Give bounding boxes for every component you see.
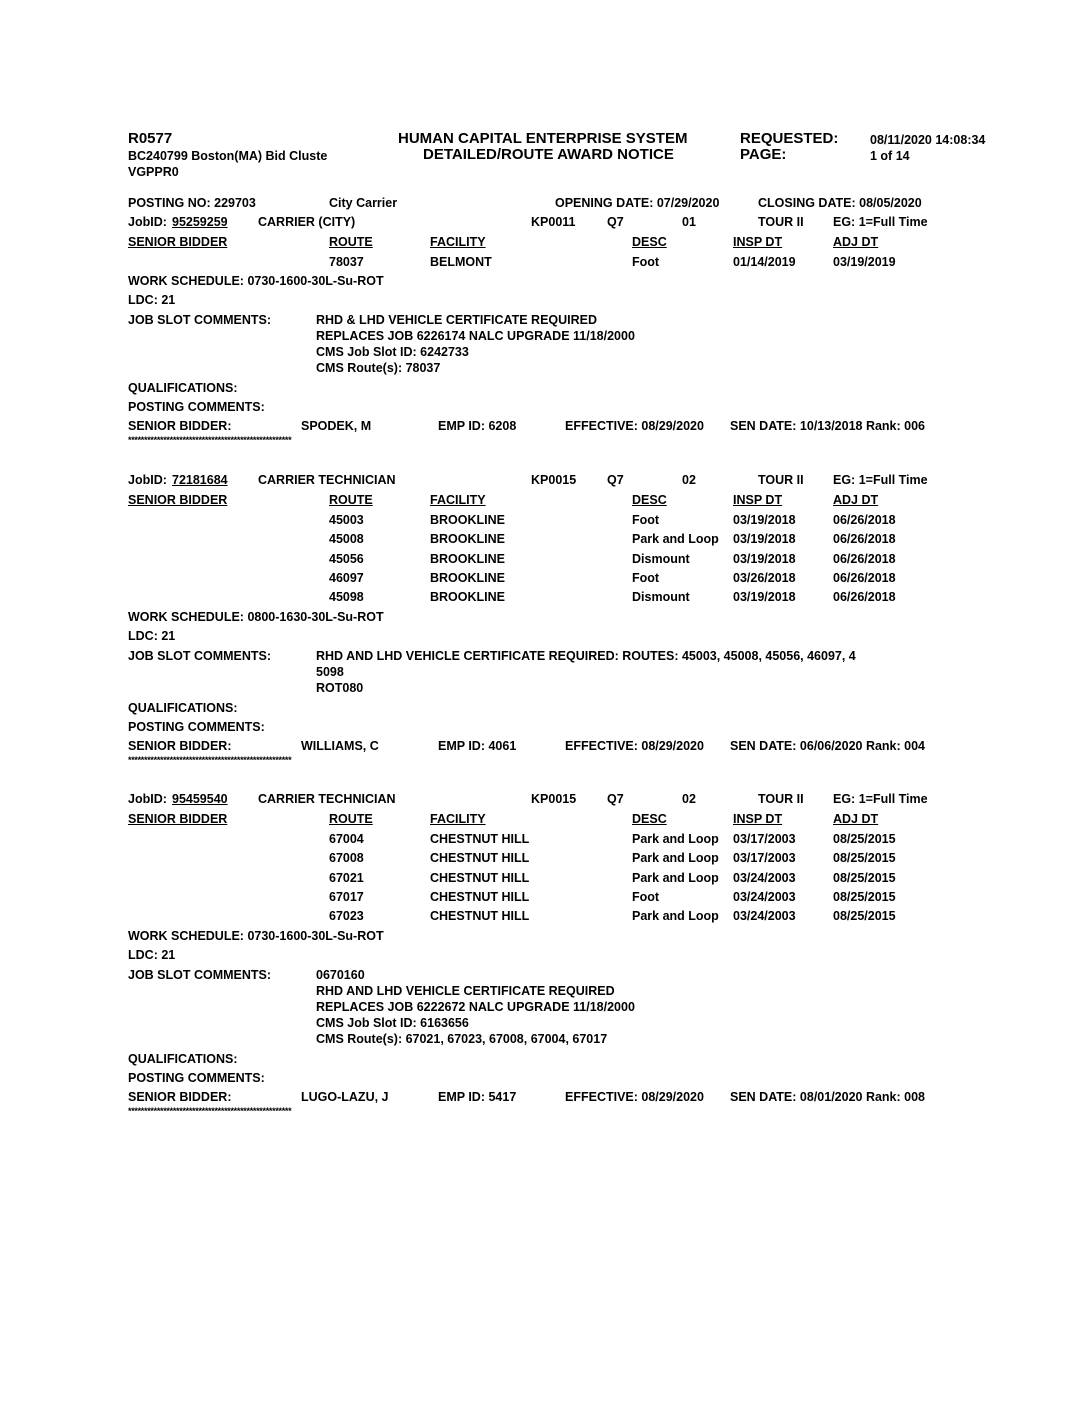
insp-col-header: INSP DT xyxy=(733,235,783,249)
route-desc: Park and Loop xyxy=(632,851,719,865)
adj-col-header: ADJ DT xyxy=(833,493,879,507)
route-desc: Foot xyxy=(632,890,660,904)
route-facility: CHESTNUT HILL xyxy=(430,909,530,923)
route-insp-date: 03/26/2018 xyxy=(733,571,796,585)
desc-col-header: DESC xyxy=(632,812,667,826)
route-desc: Park and Loop xyxy=(632,832,719,846)
route-facility: CHESTNUT HILL xyxy=(430,832,530,846)
route-number: 45003 xyxy=(329,513,364,527)
employee-id: EMP ID: 5417 xyxy=(438,1090,517,1104)
adj-col-header: ADJ DT xyxy=(833,235,879,249)
route-insp-date: 03/24/2003 xyxy=(733,871,796,885)
qualifications-label: QUALIFICATIONS: xyxy=(128,381,238,395)
job-slot-comment: CMS Route(s): 67021, 67023, 67008, 67004, 67017 xyxy=(316,1032,608,1046)
route-facility: BROOKLINE xyxy=(430,532,505,546)
route-insp-date: 03/17/2003 xyxy=(733,851,796,865)
separator-line: *************************************************** xyxy=(128,435,292,445)
route-desc: Park and Loop xyxy=(632,909,719,923)
job-tour: TOUR II xyxy=(758,792,804,806)
posting-craft: City Carrier xyxy=(329,196,398,210)
job-q: Q7 xyxy=(607,792,624,806)
effective-date: EFFECTIVE: 08/29/2020 xyxy=(565,739,704,753)
job-tour: TOUR II xyxy=(758,473,804,487)
job-slot-comment: 5098 xyxy=(316,665,344,679)
route-facility: CHESTNUT HILL xyxy=(430,871,530,885)
work-schedule: WORK SCHEDULE: 0730-1600-30L-Su-ROT xyxy=(128,929,384,943)
job-id: 95459540 xyxy=(172,792,228,806)
route-adj-date: 06/26/2018 xyxy=(833,552,896,566)
route-number: 67021 xyxy=(329,871,364,885)
job-slot-comment: RHD AND LHD VEHICLE CERTIFICATE REQUIRED: ROUTES: 45003, 45008, 45056, 46097, 4 xyxy=(316,649,856,663)
route-adj-date: 06/26/2018 xyxy=(833,513,896,527)
effective-date: EFFECTIVE: 08/29/2020 xyxy=(565,1090,704,1104)
requested-value: 08/11/2020 14:08:34 xyxy=(870,133,986,147)
facility-col-header: FACILITY xyxy=(430,493,486,507)
route-facility: BROOKLINE xyxy=(430,590,505,604)
job-slot-comments-label: JOB SLOT COMMENTS: xyxy=(128,649,272,663)
job-slot-comment: CMS Job Slot ID: 6242733 xyxy=(316,345,469,359)
route-col-header: ROUTE xyxy=(329,493,373,507)
senior-bidder-col-header: SENIOR BIDDER xyxy=(128,493,228,507)
route-col-header: ROUTE xyxy=(329,812,373,826)
job-kp: KP0015 xyxy=(531,473,577,487)
route-adj-date: 06/26/2018 xyxy=(833,590,896,604)
job-kp: KP0015 xyxy=(531,792,577,806)
facility-col-header: FACILITY xyxy=(430,235,486,249)
job-eg: EG: 1=Full Time xyxy=(833,792,928,806)
adj-col-header: ADJ DT xyxy=(833,812,879,826)
route-facility: CHESTNUT HILL xyxy=(430,851,530,865)
route-insp-date: 03/17/2003 xyxy=(733,832,796,846)
effective-date: EFFECTIVE: 08/29/2020 xyxy=(565,419,704,433)
job-slot-comment: 0670160 xyxy=(316,968,365,982)
desc-col-header: DESC xyxy=(632,493,667,507)
separator-line: *************************************************** xyxy=(128,755,292,765)
senior-bidder-name: SPODEK, M xyxy=(301,419,372,433)
senior-bidder-name: WILLIAMS, C xyxy=(301,739,379,753)
employee-id: EMP ID: 6208 xyxy=(438,419,517,433)
report-title: HUMAN CAPITAL ENTERPRISE SYSTEM xyxy=(398,130,688,147)
insp-col-header: INSP DT xyxy=(733,812,783,826)
job-slot-comment: REPLACES JOB 6226174 NALC UPGRADE 11/18/2000 xyxy=(316,329,635,343)
route-number: 45056 xyxy=(329,552,364,566)
job-slot-comment: RHD AND LHD VEHICLE CERTIFICATE REQUIRED xyxy=(316,984,615,998)
route-facility: BROOKLINE xyxy=(430,513,505,527)
route-facility: BROOKLINE xyxy=(430,552,505,566)
route-facility: BELMONT xyxy=(430,255,492,269)
job-kp: KP0011 xyxy=(531,215,576,229)
page-value: 1 of 14 xyxy=(870,149,910,163)
route-number: 67008 xyxy=(329,851,364,865)
route-insp-date: 03/24/2003 xyxy=(733,890,796,904)
job-level: 02 xyxy=(682,792,696,806)
route-desc: Foot xyxy=(632,513,660,527)
desc-col-header: DESC xyxy=(632,235,667,249)
route-insp-date: 03/19/2018 xyxy=(733,552,796,566)
report-subtitle: DETAILED/ROUTE AWARD NOTICE xyxy=(423,146,674,163)
route-facility: BROOKLINE xyxy=(430,571,505,585)
employee-id: EMP ID: 4061 xyxy=(438,739,517,753)
job-title: CARRIER TECHNICIAN xyxy=(258,473,396,487)
job-id-label: JobID: xyxy=(128,215,167,229)
route-desc: Foot xyxy=(632,255,660,269)
route-adj-date: 08/25/2015 xyxy=(833,832,896,846)
job-eg: EG: 1=Full Time xyxy=(833,473,928,487)
posting-comments-label: POSTING COMMENTS: xyxy=(128,1071,265,1085)
posting-comments-label: POSTING COMMENTS: xyxy=(128,720,265,734)
work-schedule: WORK SCHEDULE: 0730-1600-30L-Su-ROT xyxy=(128,274,384,288)
ldc: LDC: 21 xyxy=(128,629,176,643)
facility-col-header: FACILITY xyxy=(430,812,486,826)
job-q: Q7 xyxy=(607,473,624,487)
job-eg: EG: 1=Full Time xyxy=(833,215,928,229)
job-id: 72181684 xyxy=(172,473,228,487)
job-slot-comments-label: JOB SLOT COMMENTS: xyxy=(128,968,272,982)
route-number: 45008 xyxy=(329,532,364,546)
ldc: LDC: 21 xyxy=(128,293,176,307)
job-slot-comment: CMS Job Slot ID: 6163656 xyxy=(316,1016,469,1030)
seniority-rank: SEN DATE: 10/13/2018 Rank: 006 xyxy=(730,419,926,433)
opening-date: OPENING DATE: 07/29/2020 xyxy=(555,196,720,210)
job-slot-comment: RHD & LHD VEHICLE CERTIFICATE REQUIRED xyxy=(316,313,598,327)
job-id-label: JobID: xyxy=(128,473,167,487)
job-slot-comment: ROT080 xyxy=(316,681,364,695)
job-q: Q7 xyxy=(607,215,624,229)
senior-bidder-label: SENIOR BIDDER: xyxy=(128,1090,232,1104)
route-facility: CHESTNUT HILL xyxy=(430,890,530,904)
job-title: CARRIER (CITY) xyxy=(258,215,356,229)
job-level: 01 xyxy=(682,215,696,229)
route-insp-date: 03/24/2003 xyxy=(733,909,796,923)
senior-bidder-label: SENIOR BIDDER: xyxy=(128,419,232,433)
page-label: PAGE: xyxy=(740,146,787,163)
route-adj-date: 08/25/2015 xyxy=(833,909,896,923)
org-line: BC240799 Boston(MA) Bid Cluste xyxy=(128,149,328,163)
job-id: 95259259 xyxy=(172,215,228,229)
route-desc: Dismount xyxy=(632,552,690,566)
route-desc: Dismount xyxy=(632,590,690,604)
job-id-label: JobID: xyxy=(128,792,167,806)
job-tour: TOUR II xyxy=(758,215,804,229)
route-adj-date: 06/26/2018 xyxy=(833,571,896,585)
route-adj-date: 08/25/2015 xyxy=(833,871,896,885)
closing-date: CLOSING DATE: 08/05/2020 xyxy=(758,196,922,210)
qualifications-label: QUALIFICATIONS: xyxy=(128,701,238,715)
route-number: 67017 xyxy=(329,890,364,904)
senior-bidder-col-header: SENIOR BIDDER xyxy=(128,812,228,826)
ldc: LDC: 21 xyxy=(128,948,176,962)
route-adj-date: 06/26/2018 xyxy=(833,532,896,546)
route-number: 78037 xyxy=(329,255,364,269)
route-desc: Foot xyxy=(632,571,660,585)
seniority-rank: SEN DATE: 06/06/2020 Rank: 004 xyxy=(730,739,926,753)
qualifications-label: QUALIFICATIONS: xyxy=(128,1052,238,1066)
route-col-header: ROUTE xyxy=(329,235,373,249)
route-adj-date: 03/19/2019 xyxy=(833,255,896,269)
requested-label: REQUESTED: xyxy=(740,130,839,147)
posting-comments-label: POSTING COMMENTS: xyxy=(128,400,265,414)
route-number: 45098 xyxy=(329,590,364,604)
senior-bidder-label: SENIOR BIDDER: xyxy=(128,739,232,753)
route-number: 46097 xyxy=(329,571,364,585)
route-desc: Park and Loop xyxy=(632,871,719,885)
org-code: VGPPR0 xyxy=(128,165,179,179)
report-id: R0577 xyxy=(128,130,173,147)
job-level: 02 xyxy=(682,473,696,487)
job-slot-comment: REPLACES JOB 6222672 NALC UPGRADE 11/18/2000 xyxy=(316,1000,635,1014)
insp-col-header: INSP DT xyxy=(733,493,783,507)
route-adj-date: 08/25/2015 xyxy=(833,851,896,865)
job-slot-comments-label: JOB SLOT COMMENTS: xyxy=(128,313,272,327)
job-title: CARRIER TECHNICIAN xyxy=(258,792,396,806)
separator-line: *************************************************** xyxy=(128,1106,292,1116)
route-adj-date: 08/25/2015 xyxy=(833,890,896,904)
senior-bidder-col-header: SENIOR BIDDER xyxy=(128,235,228,249)
route-insp-date: 01/14/2019 xyxy=(733,255,796,269)
route-number: 67004 xyxy=(329,832,364,846)
route-insp-date: 03/19/2018 xyxy=(733,532,796,546)
posting-number: POSTING NO: 229703 xyxy=(128,196,256,210)
seniority-rank: SEN DATE: 08/01/2020 Rank: 008 xyxy=(730,1090,926,1104)
route-insp-date: 03/19/2018 xyxy=(733,513,796,527)
route-insp-date: 03/19/2018 xyxy=(733,590,796,604)
job-slot-comment: CMS Route(s): 78037 xyxy=(316,361,441,375)
route-number: 67023 xyxy=(329,909,364,923)
work-schedule: WORK SCHEDULE: 0800-1630-30L-Su-ROT xyxy=(128,610,384,624)
senior-bidder-name: LUGO-LAZU, J xyxy=(301,1090,389,1104)
route-desc: Park and Loop xyxy=(632,532,719,546)
